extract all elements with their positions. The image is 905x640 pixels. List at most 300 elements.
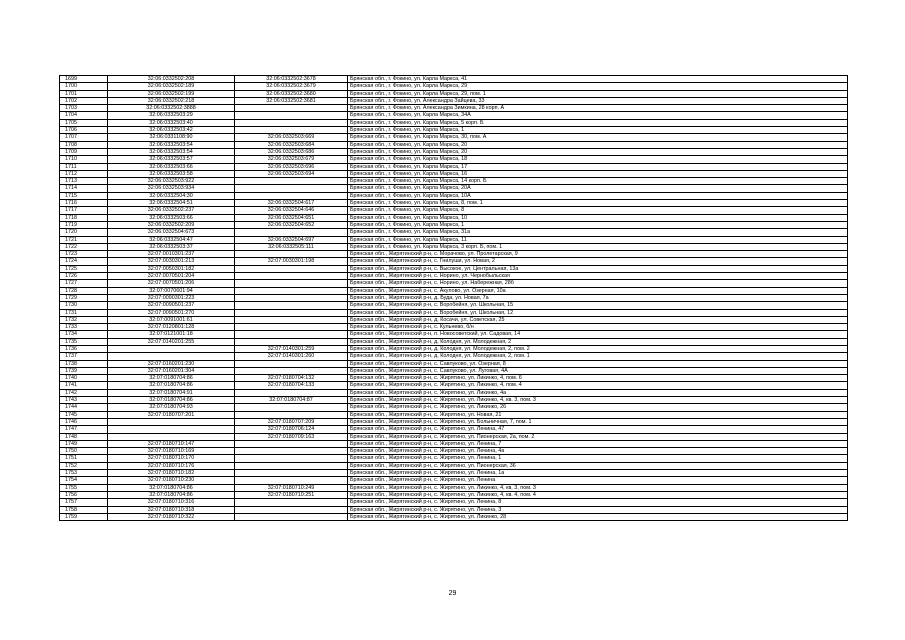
- table-row: [60, 156, 848, 163]
- cadastral-number-cell: 32:06:0332504:47: [108, 236, 235, 243]
- address-cell: Брянская обл., Жирятинский р-н, с. Жирятино, ул. Ленина, 1а: [348, 470, 848, 477]
- cadastral-number-cell: 32:07:0180710:182: [108, 470, 235, 477]
- premises-number-cell: [235, 470, 348, 477]
- premises-number-cell: [235, 280, 348, 287]
- row-number-cell: 1742: [60, 389, 108, 396]
- row-number-cell: 1721: [60, 236, 108, 243]
- premises-number-cell: [235, 178, 348, 185]
- address-cell: Брянская обл., г. Фокино, ул. Александра Зимкина, 28 корп. А: [348, 105, 848, 112]
- cadastral-number-cell: 32:07:0120801:128: [108, 324, 235, 331]
- cadastral-number-cell: 32:06:0332503:922: [108, 178, 235, 185]
- cadastral-number-cell: 32:07:0180704:93: [108, 404, 235, 411]
- premises-number-cell: 32:07:0180710:251: [235, 491, 348, 498]
- premises-number-cell: [235, 367, 348, 374]
- row-number-cell: 1720: [60, 229, 108, 236]
- table-row: [60, 448, 848, 455]
- table-row: [60, 462, 848, 469]
- cadastral-number-cell: 32:07:0050301:182: [108, 265, 235, 272]
- cadastral-number-cell: [108, 433, 235, 440]
- row-number-cell: 1747: [60, 426, 108, 433]
- row-number-cell: 1753: [60, 470, 108, 477]
- address-cell: Брянская обл., г. Фокино, ул. Карла Маркса, 17: [348, 163, 848, 170]
- premises-number-cell: [235, 105, 348, 112]
- premises-number-cell: 32:06:0332502:3681: [235, 97, 348, 104]
- row-number-cell: 1756: [60, 491, 108, 498]
- table-row: [60, 105, 848, 112]
- premises-number-cell: [235, 302, 348, 309]
- premises-number-cell: [235, 251, 348, 258]
- cadastral-number-cell: [108, 345, 235, 352]
- premises-number-cell: [235, 448, 348, 455]
- premises-number-cell: [235, 112, 348, 119]
- row-number-cell: 1748: [60, 433, 108, 440]
- cadastral-number-cell: 32:06:0332504:51: [108, 200, 235, 207]
- address-cell: Брянская обл., Жирятинский р-н, д. Косачи, ул. Советская, 25: [348, 316, 848, 323]
- address-cell: Брянская обл., г. Фокино, ул. Карла Маркса, 20: [348, 141, 848, 148]
- row-number-cell: 1703: [60, 105, 108, 112]
- table-row: [60, 309, 848, 316]
- table-row: [60, 214, 848, 221]
- premises-number-cell: [235, 331, 348, 338]
- row-number-cell: 1738: [60, 360, 108, 367]
- table-row: [60, 389, 848, 396]
- row-number-cell: 1702: [60, 97, 108, 104]
- address-cell: Брянская обл., г. Фокино, ул. Карла Маркса, 20А: [348, 185, 848, 192]
- property-table: [59, 75, 848, 521]
- premises-number-cell: [235, 229, 348, 236]
- row-number-cell: 1733: [60, 324, 108, 331]
- table-row: [60, 119, 848, 126]
- row-number-cell: 1755: [60, 484, 108, 491]
- premises-number-cell: 32:06:0332502:3678: [235, 76, 348, 83]
- address-cell: Брянская обл., Жирятинский р-н, с. Жирятино, ул. Ликинко, 4а: [348, 389, 848, 396]
- table-row: [60, 236, 848, 243]
- cadastral-number-cell: 32:06:0332503:29: [108, 112, 235, 119]
- row-number-cell: 1739: [60, 367, 108, 374]
- table-row: [60, 170, 848, 177]
- address-cell: Брянская обл., Жирятинский р-н, д. Колодня, ул. Молодежная, 2, пом. 2: [348, 345, 848, 352]
- premises-number-cell: 32:07:0180709:163: [235, 433, 348, 440]
- row-number-cell: 1731: [60, 309, 108, 316]
- table-row: [60, 338, 848, 345]
- table-row: [60, 404, 848, 411]
- premises-number-cell: [235, 360, 348, 367]
- cadastral-number-cell: 32:06:0332503:37: [108, 243, 235, 250]
- page-number: 29: [448, 590, 457, 597]
- premises-number-cell: 32:06:0332504:697: [235, 236, 348, 243]
- address-cell: Брянская обл., Жирятинский р-н, д. Колодня, ул. Молодежная, 2: [348, 338, 848, 345]
- table-row: [60, 440, 848, 447]
- cadastral-number-cell: 32:07:0070601:94: [108, 287, 235, 294]
- address-cell: Брянская обл., г. Фокино, ул. Карла Маркса, 11: [348, 236, 848, 243]
- address-cell: Брянская обл., Жирятинский р-н, с. Жирятино, ул. Ликинко, 4, кв. 3, пом. 3: [348, 397, 848, 404]
- cadastral-number-cell: [108, 353, 235, 360]
- cadastral-number-cell: 32:07:0070501:204: [108, 273, 235, 280]
- address-cell: Брянская обл., Жирятинский р-н, с. Жирятино, ул. Ленина, 1: [348, 455, 848, 462]
- premises-number-cell: 32:07:0180710:249: [235, 484, 348, 491]
- cadastral-number-cell: 32:07:0180704:86: [108, 491, 235, 498]
- table-row: [60, 324, 848, 331]
- cadastral-number-cell: 32:07:0180710:316: [108, 499, 235, 506]
- premises-number-cell: [235, 309, 348, 316]
- cadastral-number-cell: [108, 426, 235, 433]
- row-number-cell: 1700: [60, 83, 108, 90]
- cadastral-number-cell: 32:06:0332503:934: [108, 185, 235, 192]
- address-cell: Брянская обл., г. Фокино, ул. Карла Маркса, 16: [348, 170, 848, 177]
- address-cell: Брянская обл., Жирятинский р-н, с. Жирятино, ул. Новая, 21: [348, 411, 848, 418]
- address-cell: Брянская обл., г. Фокино, ул. Карла Маркса, 31а: [348, 229, 848, 236]
- row-number-cell: 1744: [60, 404, 108, 411]
- address-cell: Брянская обл., Жирятинский р-н, с. Жирятино, ул. Ликинко, 4, пом. 4: [348, 382, 848, 389]
- row-number-cell: 1734: [60, 331, 108, 338]
- premises-number-cell: 32:06:0332504:646: [235, 207, 348, 214]
- row-number-cell: 1757: [60, 499, 108, 506]
- row-number-cell: 1717: [60, 207, 108, 214]
- cadastral-number-cell: 32:07:0140201:255: [108, 338, 235, 345]
- premises-number-cell: [235, 506, 348, 513]
- table-row: [60, 316, 848, 323]
- table-row: [60, 353, 848, 360]
- table-row: [60, 243, 848, 250]
- table-row: [60, 345, 848, 352]
- cadastral-number-cell: [108, 418, 235, 425]
- premises-number-cell: 32:06:0332502:3680: [235, 90, 348, 97]
- cadastral-number-cell: 32:06:0332504:673: [108, 229, 235, 236]
- row-number-cell: 1729: [60, 294, 108, 301]
- cadastral-number-cell: 32:06:0332503:66: [108, 214, 235, 221]
- address-cell: Брянская обл., Жирятинский р-н, д. Колодня, ул. Молодежная, 2, пом. 1: [348, 353, 848, 360]
- address-cell: Брянская обл., Жирятинский р-н, с. Савлуково, ул. Луговая, 4А: [348, 367, 848, 374]
- address-cell: Брянская обл., г. Фокино, ул. Карла Маркса, 10: [348, 214, 848, 221]
- premises-number-cell: 32:07:0140301:260: [235, 353, 348, 360]
- table-row: [60, 506, 848, 513]
- row-number-cell: 1743: [60, 397, 108, 404]
- premises-number-cell: [235, 338, 348, 345]
- table-row: [60, 484, 848, 491]
- address-cell: Брянская обл., г. Фокино, ул. Карла Маркса, 1: [348, 127, 848, 134]
- address-cell: Брянская обл., Жирятинский р-н, с. Жирятино, ул. Ленина, 7: [348, 440, 848, 447]
- premises-number-cell: 32:06:0332503:684: [235, 141, 348, 148]
- row-number-cell: 1754: [60, 477, 108, 484]
- row-number-cell: 1727: [60, 280, 108, 287]
- cadastral-number-cell: 32:06:0332503:58: [108, 170, 235, 177]
- address-cell: Брянская обл., Жирятинский р-н, с. Жирятино, ул. Пионерская, 36: [348, 462, 848, 469]
- cadastral-number-cell: 32:07:0090501:237: [108, 302, 235, 309]
- row-number-cell: 1745: [60, 411, 108, 418]
- row-number-cell: 1708: [60, 141, 108, 148]
- address-cell: Брянская обл., г. Фокино, ул. Карла Маркса, 29: [348, 83, 848, 90]
- table-row: [60, 251, 848, 258]
- cadastral-number-cell: 32:06:0332502:189: [108, 83, 235, 90]
- premises-number-cell: [235, 192, 348, 199]
- cadastral-number-cell: 32:06:0332502:218: [108, 97, 235, 104]
- address-cell: Брянская обл., г. Фокино, ул. Карла Маркса, 41: [348, 76, 848, 83]
- cadastral-number-cell: 32:07:0030301:213: [108, 258, 235, 265]
- row-number-cell: 1732: [60, 316, 108, 323]
- address-cell: Брянская обл., г. Фокино, ул. Карла Маркса, 1: [348, 221, 848, 228]
- cadastral-number-cell: 32:07:0090301:223: [108, 294, 235, 301]
- table-row: [60, 127, 848, 134]
- cadastral-number-cell: 32:07:0160201:230: [108, 360, 235, 367]
- table-row: [60, 90, 848, 97]
- table-row: [60, 367, 848, 374]
- row-number-cell: 1730: [60, 302, 108, 309]
- premises-number-cell: 32:07:0180704:87: [235, 397, 348, 404]
- row-number-cell: 1759: [60, 513, 108, 520]
- premises-number-cell: 32:06:0332504:651: [235, 214, 348, 221]
- address-cell: Брянская обл., г. Фокино, ул. Карла Маркса, 20: [348, 148, 848, 155]
- premises-number-cell: [235, 294, 348, 301]
- address-cell: Брянская обл., Жирятинский р-н, с. Воробейня, ул. Школьная, 15: [348, 302, 848, 309]
- premises-number-cell: [235, 477, 348, 484]
- row-number-cell: 1711: [60, 163, 108, 170]
- address-cell: Брянская обл., Жирятинский р-н, с. Жирятино, ул. Ликинко, 26: [348, 404, 848, 411]
- premises-number-cell: 32:06:0332505:111: [235, 243, 348, 250]
- address-cell: Брянская обл., Жирятинский р-н, с. Жирятино, ул. Ленина: [348, 477, 848, 484]
- row-number-cell: 1724: [60, 258, 108, 265]
- premises-number-cell: [235, 119, 348, 126]
- cadastral-number-cell: 32:07:0180704:86: [108, 375, 235, 382]
- cadastral-number-cell: 32:06:0332503:40: [108, 119, 235, 126]
- premises-number-cell: 32:06:0332504:652: [235, 221, 348, 228]
- cadastral-number-cell: 32:07:0180710:318: [108, 506, 235, 513]
- cadastral-number-cell: 32:07:0010301:237: [108, 251, 235, 258]
- cadastral-number-cell: 32:07:0180710:170: [108, 455, 235, 462]
- premises-number-cell: [235, 404, 348, 411]
- cadastral-number-cell: 32:07:0180710:176: [108, 462, 235, 469]
- table-row: [60, 513, 848, 520]
- address-cell: Брянская обл., Жирятинский р-н, с. Савлуково, ул. Озерная, 8: [348, 360, 848, 367]
- row-number-cell: 1716: [60, 200, 108, 207]
- address-cell: Брянская обл., Жирятинский р-н, с. Акулово, ул. Озерная, 10а: [348, 287, 848, 294]
- cadastral-number-cell: 32:06:0332504:30: [108, 192, 235, 199]
- cadastral-number-cell: 32:07:0180710:147: [108, 440, 235, 447]
- row-number-cell: 1750: [60, 448, 108, 455]
- table-row: [60, 426, 848, 433]
- premises-number-cell: [235, 462, 348, 469]
- table-row: [60, 76, 848, 83]
- address-cell: Брянская обл., г. Фокино, ул. Карла Маркса, 18: [348, 156, 848, 163]
- cadastral-number-cell: 32:07:0180710:322: [108, 513, 235, 520]
- row-number-cell: 1746: [60, 418, 108, 425]
- address-cell: Брянская обл., г. Фокино, ул. Карла Маркса, 10А: [348, 192, 848, 199]
- row-number-cell: 1714: [60, 185, 108, 192]
- cadastral-number-cell: 32:07:0160201:304: [108, 367, 235, 374]
- premises-number-cell: [235, 324, 348, 331]
- row-number-cell: 1710: [60, 156, 108, 163]
- table-row: [60, 280, 848, 287]
- table-row: [60, 455, 848, 462]
- premises-number-cell: [235, 440, 348, 447]
- premises-number-cell: 32:06:0332502:3679: [235, 83, 348, 90]
- cadastral-number-cell: 32:06:0332503:57: [108, 156, 235, 163]
- address-cell: Брянская обл., Жирятинский р-н, с. Жирятино, ул. Ликинко, 4, кв. 4, пом. 4: [348, 491, 848, 498]
- address-cell: Брянская обл., Жирятинский р-н, с. Жирятино, ул. Пионерская, 2а, пом. 2: [348, 433, 848, 440]
- row-number-cell: 1713: [60, 178, 108, 185]
- row-number-cell: 1728: [60, 287, 108, 294]
- premises-number-cell: 32:07:0180707:209: [235, 418, 348, 425]
- premises-number-cell: 32:06:0332503:686: [235, 148, 348, 155]
- table-row: [60, 411, 848, 418]
- premises-number-cell: 32:06:0332503:669: [235, 134, 348, 141]
- address-cell: Брянская обл., г. Фокино, ул. Карла Маркса, 30, пом. А: [348, 134, 848, 141]
- table-row: [60, 207, 848, 214]
- table-row: [60, 499, 848, 506]
- premises-number-cell: 32:07:0180704:133: [235, 382, 348, 389]
- address-cell: Брянская обл., Жирятинский р-н, с. Гнилуши, ул. Новая, 2: [348, 258, 848, 265]
- premises-number-cell: [235, 127, 348, 134]
- address-cell: Брянская обл., г. Фокино, ул. Карла Маркса, 8, пом. 1: [348, 200, 848, 207]
- address-cell: Брянская обл., Жирятинский р-н, с. Жирятино, ул. Ликинко, 28: [348, 513, 848, 520]
- cadastral-number-cell: 32:07:0180704:86: [108, 484, 235, 491]
- cadastral-number-cell: 32:07:0180704:91: [108, 389, 235, 396]
- row-number-cell: 1736: [60, 345, 108, 352]
- table-row: [60, 148, 848, 155]
- address-cell: Брянская обл., Жирятинский р-н, с. Жирятино, ул. Ленина, 4а: [348, 448, 848, 455]
- cadastral-number-cell: 32:07:0180710:230: [108, 477, 235, 484]
- premises-number-cell: [235, 185, 348, 192]
- row-number-cell: 1758: [60, 506, 108, 513]
- row-number-cell: 1709: [60, 148, 108, 155]
- table-row: [60, 375, 848, 382]
- address-cell: Брянская обл., Жирятинский р-н, п. Новосоветский, ул. Садовая, 14: [348, 331, 848, 338]
- address-cell: Брянская обл., Жирятинский р-н, с. Кульнево, б/н: [348, 324, 848, 331]
- row-number-cell: 1737: [60, 353, 108, 360]
- row-number-cell: 1705: [60, 119, 108, 126]
- premises-number-cell: 32:06:0332503:696: [235, 163, 348, 170]
- row-number-cell: 1699: [60, 76, 108, 83]
- cadastral-number-cell: 32:06:0332503:54: [108, 141, 235, 148]
- cadastral-number-cell: 32:07:0121001:18: [108, 331, 235, 338]
- address-cell: Брянская обл., г. Фокино, ул. Карла Маркса, 8: [348, 207, 848, 214]
- cadastral-number-cell: 32:06:0332503:42: [108, 127, 235, 134]
- address-cell: Брянская обл., Жирятинский р-н, с. Жирятино, ул. Ликинко, 4, пом. 6: [348, 375, 848, 382]
- table-row: [60, 141, 848, 148]
- address-cell: Брянская обл., Жирятинский р-н, с. Воробейня, ул. Школьная, 12: [348, 309, 848, 316]
- table-row: [60, 192, 848, 199]
- premises-number-cell: 32:06:0332504:617: [235, 200, 348, 207]
- cadastral-number-cell: 32:06:0331108:90: [108, 134, 235, 141]
- premises-number-cell: [235, 265, 348, 272]
- table-row: [60, 294, 848, 301]
- table-row: [60, 302, 848, 309]
- table-row: [60, 287, 848, 294]
- row-number-cell: 1752: [60, 462, 108, 469]
- cadastral-number-cell: 32:06:0332503:54: [108, 148, 235, 155]
- address-cell: Брянская обл., Жирятинский р-н, с. Жирятино, ул. Больничная, 7, пом. 1: [348, 418, 848, 425]
- cadastral-number-cell: 32:07:0070501:206: [108, 280, 235, 287]
- premises-number-cell: 32:07:0180704:132: [235, 375, 348, 382]
- table-row: [60, 83, 848, 90]
- premises-number-cell: [235, 455, 348, 462]
- cadastral-number-cell: 32:07:0180704:86: [108, 397, 235, 404]
- row-number-cell: 1718: [60, 214, 108, 221]
- row-number-cell: 1715: [60, 192, 108, 199]
- table-row: [60, 185, 848, 192]
- table-row: [60, 258, 848, 265]
- cadastral-number-cell: 32:07:0180707:201: [108, 411, 235, 418]
- row-number-cell: 1723: [60, 251, 108, 258]
- table-row: [60, 477, 848, 484]
- address-cell: Брянская обл., Жирятинский р-н, с. Морачово, ул. Пролетарская, 9: [348, 251, 848, 258]
- cadastral-number-cell: 32:07:0090501:270: [108, 309, 235, 316]
- table-row: [60, 97, 848, 104]
- address-cell: Брянская обл., г. Фокино, ул. Александра Зайцева, 33: [348, 97, 848, 104]
- table-row: [60, 491, 848, 498]
- cadastral-number-cell: 32:06:0332502:199: [108, 90, 235, 97]
- premises-number-cell: [235, 389, 348, 396]
- table-row: [60, 273, 848, 280]
- row-number-cell: 1712: [60, 170, 108, 177]
- row-number-cell: 1722: [60, 243, 108, 250]
- row-number-cell: 1706: [60, 127, 108, 134]
- premises-number-cell: [235, 287, 348, 294]
- table-row: [60, 265, 848, 272]
- table-row: [60, 134, 848, 141]
- table-row: [60, 221, 848, 228]
- table-row: [60, 360, 848, 367]
- row-number-cell: 1749: [60, 440, 108, 447]
- row-number-cell: 1707: [60, 134, 108, 141]
- cadastral-number-cell: 32:07:0180704:86: [108, 382, 235, 389]
- table-row: [60, 112, 848, 119]
- premises-number-cell: [235, 316, 348, 323]
- table-row: [60, 331, 848, 338]
- address-cell: Брянская обл., Жирятинский р-н, с. Жирятино, ул. Ленина, 8: [348, 499, 848, 506]
- table-row: [60, 382, 848, 389]
- address-cell: Брянская обл., г. Фокино, ул. Карла Маркса, 5 корп. Б: [348, 119, 848, 126]
- premises-number-cell: 32:07:0140301:259: [235, 345, 348, 352]
- table-row: [60, 178, 848, 185]
- premises-number-cell: [235, 513, 348, 520]
- table-row: [60, 397, 848, 404]
- table-body: [60, 76, 848, 521]
- row-number-cell: 1701: [60, 90, 108, 97]
- address-cell: Брянская обл., Жирятинский р-н, с. Норино, ул. Чернобыльская: [348, 273, 848, 280]
- premises-number-cell: [235, 273, 348, 280]
- premises-number-cell: 32:06:0332503:679: [235, 156, 348, 163]
- premises-number-cell: 32:07:0030301:198: [235, 258, 348, 265]
- address-cell: Брянская обл., г. Фокино, ул. Карла Маркса, 3 корп. Б, пом. 1: [348, 243, 848, 250]
- table-row: [60, 470, 848, 477]
- premises-number-cell: [235, 411, 348, 418]
- cadastral-number-cell: 32:06:0332502:209: [108, 221, 235, 228]
- row-number-cell: 1741: [60, 382, 108, 389]
- row-number-cell: 1726: [60, 273, 108, 280]
- row-number-cell: 1740: [60, 375, 108, 382]
- address-cell: Брянская обл., Жирятинский р-н, д. Буда, ул. Новая, 7а: [348, 294, 848, 301]
- row-number-cell: 1725: [60, 265, 108, 272]
- address-cell: Брянская обл., г. Фокино, ул. Карла Маркса, 29, пом. 1: [348, 90, 848, 97]
- row-number-cell: 1719: [60, 221, 108, 228]
- cadastral-number-cell: 32:07:0091001:61: [108, 316, 235, 323]
- table-row: [60, 418, 848, 425]
- premises-number-cell: 32:06:0332503:694: [235, 170, 348, 177]
- cadastral-number-cell: 32:07:0180710:169: [108, 448, 235, 455]
- row-number-cell: 1704: [60, 112, 108, 119]
- address-cell: Брянская обл., г. Фокино, ул. Карла Маркса, 34А: [348, 112, 848, 119]
- address-cell: Брянская обл., Жирятинский р-н, с. Жирятино, ул. Ленина, 3: [348, 506, 848, 513]
- address-cell: Брянская обл., Жирятинский р-н, с. Жирятино, ул. Ленина, 47: [348, 426, 848, 433]
- address-cell: Брянская обл., Жирятинский р-н, с. Высокое, ул. Центральная, 13а: [348, 265, 848, 272]
- table-row: [60, 433, 848, 440]
- row-number-cell: 1735: [60, 338, 108, 345]
- address-cell: Брянская обл., Жирятинский р-н, с. Норино, ул. Набережная, 28б: [348, 280, 848, 287]
- address-cell: Брянская обл., г. Фокино, ул. Карла Маркса, 14 корп. Б: [348, 178, 848, 185]
- premises-number-cell: 32:07:0180706:124: [235, 426, 348, 433]
- cadastral-number-cell: 32:06:0332502:237: [108, 207, 235, 214]
- premises-number-cell: [235, 499, 348, 506]
